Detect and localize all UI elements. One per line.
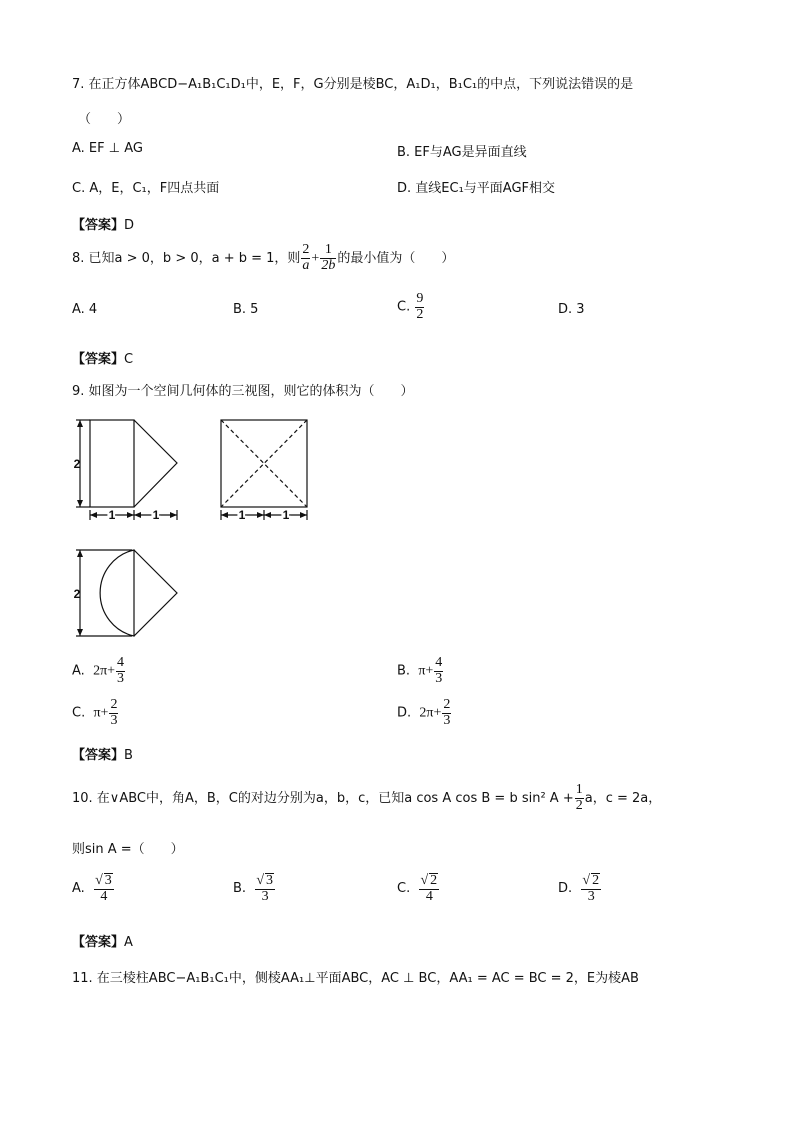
question-9-option-d: D. 2π+ $\frac{2}{3}$ <box>397 697 451 728</box>
q8-stem-pre: 8. 已知a > 0，b > 0，a + b = 1，则 <box>72 251 301 266</box>
answer-label: 【答案】 <box>72 748 125 763</box>
question-9-stem: 9. 如图为一个空间几何体的三视图，则它的体积为（ ） <box>72 384 414 399</box>
top-height-label: 2 <box>73 587 81 601</box>
question-7-answer <box>72 214 134 233</box>
question-7-stem: 7. 在正方体ABCD−A₁B₁C₁D₁中，E，F，G分别是棱BC，A₁D₁，B₁C₁的中点，下列说法错误的是 <box>72 77 634 92</box>
question-9-option-a: A. 2π+ $\frac{4}{3}$ <box>72 655 125 686</box>
q8-fraction-2: $\frac{1}{2b}$ <box>321 242 336 273</box>
question-10-option-c: C. $\frac{√ 2}{4}$ <box>397 873 438 904</box>
front-height-label: 2 <box>73 457 81 471</box>
question-10-option-d: D. $\frac{√ 2}{3}$ <box>558 873 600 904</box>
front-width-label-1: 1 <box>108 508 116 522</box>
side-width-label-1: 1 <box>238 508 246 522</box>
question-8-option-d: D. 3 <box>558 302 585 317</box>
answer-label: 【答案】 <box>72 352 125 367</box>
top-view-semicircle <box>100 550 134 636</box>
answer-value: D <box>124 218 135 233</box>
answer-label: 【答案】 <box>72 935 125 950</box>
question-9-option-c: C. π+ $\frac{2}{3}$ <box>72 697 118 728</box>
q8-c-fraction: $\frac{9}{2}$ <box>416 291 424 322</box>
question-7-option-a: A. EF ⊥ AG <box>72 141 143 156</box>
question-7-option-b: B. EF与AG是异面直线 <box>397 145 527 160</box>
question-7-option-c: C. A，E，C₁，F四点共面 <box>72 181 220 196</box>
question-10-answer <box>72 931 133 950</box>
front-view-square <box>90 420 134 507</box>
q8-stem-post: 的最小值为（ ） <box>337 251 455 266</box>
answer-value: C <box>124 352 134 367</box>
question-9-option-b: B. π+ $\frac{4}{3}$ <box>397 655 443 686</box>
side-width-label-2: 1 <box>282 508 290 522</box>
q8-fraction-1: $\frac{2}{a}$ <box>302 242 310 273</box>
q10-fraction: $\frac{1}{2}$ <box>575 782 583 813</box>
question-8-stem: 8. 已知a > 0，b > 0，a + b = 1，则 $\frac{2}{a}$ + $\frac{1}{2b}$ 的最小值为（ ） <box>72 242 455 273</box>
question-8-answer <box>72 348 133 367</box>
three-view-figure <box>70 410 320 650</box>
question-8-option-b: B. 5 <box>233 302 259 317</box>
question-7-paren: （ ） <box>78 112 131 127</box>
answer-label: 【答案】 <box>72 218 125 233</box>
question-7-option-d: D. 直线EC₁与平面AGF相交 <box>397 181 555 196</box>
question-11-stem: 11. 在三棱柱ABC−A₁B₁C₁中，侧棱AA₁⊥平面ABC，AC ⊥ BC，AA₁ = AC = BC = 2，E为棱AB <box>72 971 639 986</box>
side-view-square <box>221 420 307 507</box>
question-10-option-a: A. $\frac{√ 3}{4}$ <box>72 873 112 904</box>
top-view-triangle <box>134 550 177 636</box>
question-8-option-c: C. $\frac{9}{2}$ <box>397 291 424 322</box>
answer-value: B <box>124 748 133 763</box>
front-width-label-2: 1 <box>152 508 160 522</box>
answer-value: A <box>124 935 133 950</box>
question-10-line-2: 则sin A =（ ） <box>72 842 184 857</box>
question-10-option-b: B. $\frac{√ 3}{3}$ <box>233 873 274 904</box>
question-8-option-a: A. 4 <box>72 302 98 317</box>
front-view-triangle <box>134 420 177 507</box>
question-9-answer <box>72 744 133 763</box>
question-10-stem: 10. 在∨ABC中，角A，B，C的对边分别为a，b，c，已知a cos A cos B = b sin² A + $\frac{1}{2}$ a，c = 2a， <box>72 782 662 813</box>
